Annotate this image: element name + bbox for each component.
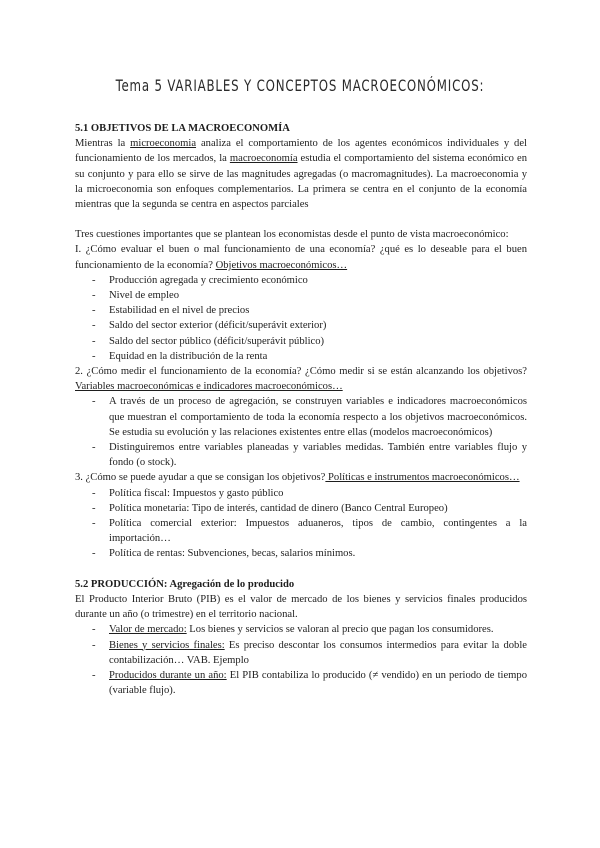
list-item: - A través de un proceso de agregación, se construyen variables e indicadores macroeconómicos que muestran el comportamiento de toda la economía respecto a los objetivos macroeconómicos. Se estudia su evolución y las relaciones existentes entre ellas (modelos macroeconómicos) [92, 396, 527, 438]
paragraph-questions-intro: Tres cuestiones importantes que se plantean los economistas desde el punto de vista macroeconómico: [75, 229, 509, 241]
term-macroeconomia: macroeconomía [229, 153, 298, 165]
question-1 [75, 242, 527, 272]
text-run: 2. ¿Cómo medir el funcionamiento de la economía? ¿Cómo medir si se están alcanzando los objetivos? [75, 366, 527, 378]
variables-list [75, 394, 527, 470]
list-item: - Valor de mercado: Los bienes y servicios se valoran al precio que pagan los consumidores. [92, 624, 494, 636]
list-item: - Equidad en la distribución de la renta [92, 350, 268, 362]
objectives-list [75, 273, 527, 364]
question-3 [75, 470, 527, 485]
list-item: - Política fiscal: Impuestos y gasto público [92, 487, 284, 499]
list-item: - Producidos durante un año: El PIB contabiliza lo producido (≠ vendido) en un periodo de tiempo (variable flujo). [92, 669, 527, 697]
question-1-answer: Objetivos macroeconómicos… [215, 259, 348, 271]
text-run: Mientras la [75, 138, 131, 150]
text-run: I. ¿Cómo evaluar el buen o mal funcionamiento de una economía? ¿qué es lo deseable para el buen funcionamiento de la economía? [75, 244, 527, 271]
list-item: - Saldo del sector exterior (déficit/superávit exterior) [92, 320, 327, 332]
policies-list [75, 486, 527, 562]
list-item: - Saldo del sector público (déficit/superávit público) [92, 335, 325, 347]
pib-definition-list [75, 622, 527, 698]
text-run: 3. ¿Cómo se puede ayudar a que se consigan los objetivos? [75, 472, 326, 484]
question-3-answer: Políticas e instrumentos macroeconómicos… [325, 472, 520, 484]
list-item: - Distinguiremos entre variables planeadas y variables medidas. También entre variables flujo y fondo (o stock). [92, 442, 527, 469]
section-heading-5-1: 5.1 OBJETIVOS DE LA MACROECONOMÍA [75, 123, 290, 134]
list-item: - Política comercial exterior: Impuestos aduaneros, tipos de cambio, contingentes a la importación… [92, 518, 527, 545]
list-item: - Producción agregada y crecimiento económico [92, 274, 308, 286]
term-microeconomia: microeconomia [130, 138, 197, 150]
question-2-answer: Variables macroeconómicas e indicadores macroeconómicos… [75, 381, 343, 393]
list-item: - Política monetaria: Tipo de interés, cantidad de dinero (Banco Central Europeo) [92, 502, 448, 514]
question-2 [75, 364, 527, 394]
list-item: - Nivel de empleo [92, 290, 180, 302]
list-item: - Política de rentas: Subvenciones, becas, salarios mínimos. [92, 548, 356, 560]
paragraph-intro [75, 136, 527, 212]
list-item: - Estabilidad en el nivel de precios [92, 305, 250, 317]
document-body [75, 121, 527, 698]
page-title: Tema 5 VARIABLES Y CONCEPTOS MACROECONÓMICOS: [115, 76, 485, 95]
text-run: analiza el comportamiento de los agentes económicos individuales y del funcionamiento de los mercados, la [75, 138, 527, 165]
text-run: estudia el comportamiento del sistema económico en su conjunto y para ello se sirve de las magnitudes agregadas (o macromagnitudes). La macroeconomia y la microeconomia son enfoques complementarios. La primera se centra en el conjunto de la economía mientras que la segunda se centra en aspectos parciales [75, 153, 527, 211]
paragraph-pib: El Producto Interior Bruto (PIB) es el valor de mercado de los bienes y servicios finales producidos durante un año (o trimestre) en el territorio nacional. [75, 593, 527, 621]
list-item: - Bienes y servicios finales: Es preciso descontar los consumos intermedios para evitar la doble contabilización… VAB. Ejemplo [92, 639, 527, 666]
section-heading-5-2: 5.2 PRODUCCIÓN: Agregación de lo producido [75, 578, 295, 590]
